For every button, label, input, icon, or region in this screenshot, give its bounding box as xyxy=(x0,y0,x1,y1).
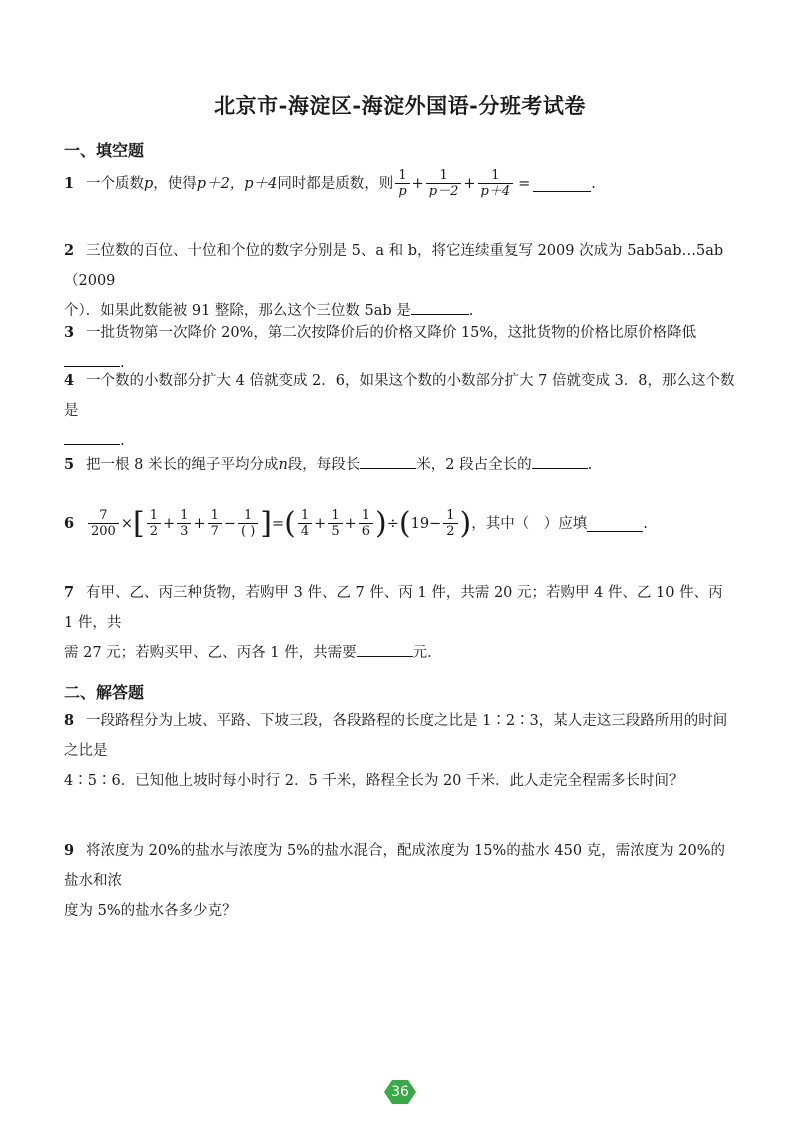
answer-blank[interactable] xyxy=(411,298,469,315)
fraction: $\frac{1}{2}$ xyxy=(443,508,457,539)
punctuation: 元. xyxy=(412,645,432,661)
punctuation: . xyxy=(643,515,648,532)
question-number: 7 xyxy=(64,584,75,601)
fraction: $\frac{7}{200}$ xyxy=(88,508,119,539)
punctuation: . xyxy=(587,457,593,473)
question-number: 5 xyxy=(64,456,75,473)
question-text: 将浓度为 20%的盐水与浓度为 5%的盐水混合，配成浓度为 15%的盐水 450 克，需浓度为 20%的盐水和浓 xyxy=(64,843,726,889)
answer-blank[interactable] xyxy=(587,515,643,532)
question-text: ，使得 xyxy=(153,175,197,192)
answer-blank[interactable] xyxy=(360,452,416,469)
left-bracket: [ xyxy=(132,505,145,541)
question-text: 三位数的百位、十位和个位的数字分别是 5、a 和 b，将它连续重复写 2009 次成为 5ab5ab…5ab（2009 xyxy=(64,243,724,289)
operator: × xyxy=(120,515,133,532)
question-number: 9 xyxy=(64,842,75,859)
punctuation: . xyxy=(120,355,125,371)
variable-p: p xyxy=(144,175,154,192)
operator: + xyxy=(344,515,357,532)
question-text: 把一根 8 米长的绳子平均分成 xyxy=(86,457,279,473)
fraction: $\frac{1}{( )}$ xyxy=(238,508,258,539)
question-text: 一段路程分为上坡、平路、下坡三段，各段路程的长度之比是 1∶2∶3，某人走这三段路所用的时间之比是 xyxy=(64,713,728,759)
question-text: 个）．如果此数能被 91 整除，那么这个三位数 5ab 是 xyxy=(64,303,411,319)
operator: + xyxy=(162,515,176,532)
question-text: 4∶5∶6．已知他上坡时每小时行 2．5 千米，路程全长为 20 千米．此人走完全程需多长时间？ xyxy=(64,773,684,789)
question-6 xyxy=(64,505,736,541)
question-number: 2 xyxy=(64,242,75,259)
operator: = xyxy=(518,175,531,192)
punctuation: . xyxy=(120,433,125,449)
question-number: 3 xyxy=(64,324,75,341)
answer-blank[interactable] xyxy=(357,640,413,657)
number: 19 xyxy=(410,515,430,532)
fraction: $\frac{1}{p-2}$ xyxy=(426,168,462,199)
fraction: $\frac{1}{2}$ xyxy=(147,508,161,539)
question-9 xyxy=(64,836,736,926)
section-heading-solve: 二、解答题 xyxy=(64,683,145,702)
fraction: $\frac{1}{p}$ xyxy=(395,168,409,199)
question-number: 6 xyxy=(64,514,75,532)
variable-n: n xyxy=(278,457,288,473)
question-text: 一个质数 xyxy=(86,175,144,192)
question-4 xyxy=(64,366,736,456)
operator: = xyxy=(272,515,285,532)
operator: ÷ xyxy=(386,515,399,532)
right-paren: ) xyxy=(375,505,387,541)
answer-blank[interactable] xyxy=(532,452,588,469)
question-2 xyxy=(64,236,736,326)
answer-blank[interactable] xyxy=(533,175,591,192)
question-text: 一个数的小数部分扩大 4 倍就变成 2．6，如果这个数的小数部分扩大 7 倍就变成 3．8，那么这个数是 xyxy=(64,373,735,419)
question-number: 4 xyxy=(64,372,75,389)
question-number: 8 xyxy=(64,712,75,729)
question-text: 度为 5%的盐水各多少克？ xyxy=(64,903,237,919)
operator: − xyxy=(429,515,442,532)
left-paren: ( xyxy=(398,505,411,541)
question-text: 段，每段长 xyxy=(287,457,361,473)
fraction: $\frac{1}{p+4}$ xyxy=(478,168,514,199)
section-heading-fill-in: 一、填空题 xyxy=(64,141,145,160)
question-text: 有甲、乙、丙三种货物，若购甲 3 件、乙 7 件、丙 1 件，共需 20 元；若购甲 4 件、乙 10 件、丙 1 件，共 xyxy=(64,585,723,631)
question-text: 一批货物第一次降价 20%，第二次按降价后的价格又降价 15%，这批货物的价格比原价格降低 xyxy=(86,325,697,341)
answer-blank[interactable] xyxy=(64,428,120,445)
punctuation: . xyxy=(468,303,474,319)
question-text: 需 27 元；若购买甲、乙、丙各 1 件，共需要 xyxy=(64,645,357,661)
fraction: $\frac{1}{5}$ xyxy=(328,508,342,539)
answer-blank[interactable] xyxy=(64,350,120,367)
punctuation: . xyxy=(591,175,596,192)
operator: + xyxy=(463,175,476,192)
page-number: 36 xyxy=(391,1084,409,1100)
question-7 xyxy=(64,578,736,668)
question-number: 1 xyxy=(64,174,75,192)
page-title: 北京市-海淀区-海淀外国语-分班考试卷 xyxy=(214,93,586,118)
question-text: 米，2 段占全长的 xyxy=(416,457,532,473)
question-5 xyxy=(64,450,736,480)
operator: − xyxy=(223,515,237,532)
operator: + xyxy=(314,515,327,532)
operator: + xyxy=(193,515,206,532)
question-8 xyxy=(64,706,736,796)
fraction: $\frac{1}{7}$ xyxy=(208,508,222,539)
fraction: $\frac{1}{4}$ xyxy=(298,508,312,539)
expression: p＋2，p＋4 xyxy=(196,175,278,192)
fraction: $\frac{1}{6}$ xyxy=(359,508,373,539)
left-paren: ( xyxy=(284,505,296,541)
right-paren: ) xyxy=(459,505,472,541)
operator: + xyxy=(411,175,424,192)
question-text: ，其中（ ）应填 xyxy=(471,515,588,532)
question-1 xyxy=(64,168,736,199)
page-number-badge xyxy=(384,1080,416,1104)
question-text: 同时都是质数，则 xyxy=(277,175,394,192)
fraction: $\frac{1}{3}$ xyxy=(177,508,191,539)
right-bracket: ] xyxy=(260,505,273,541)
